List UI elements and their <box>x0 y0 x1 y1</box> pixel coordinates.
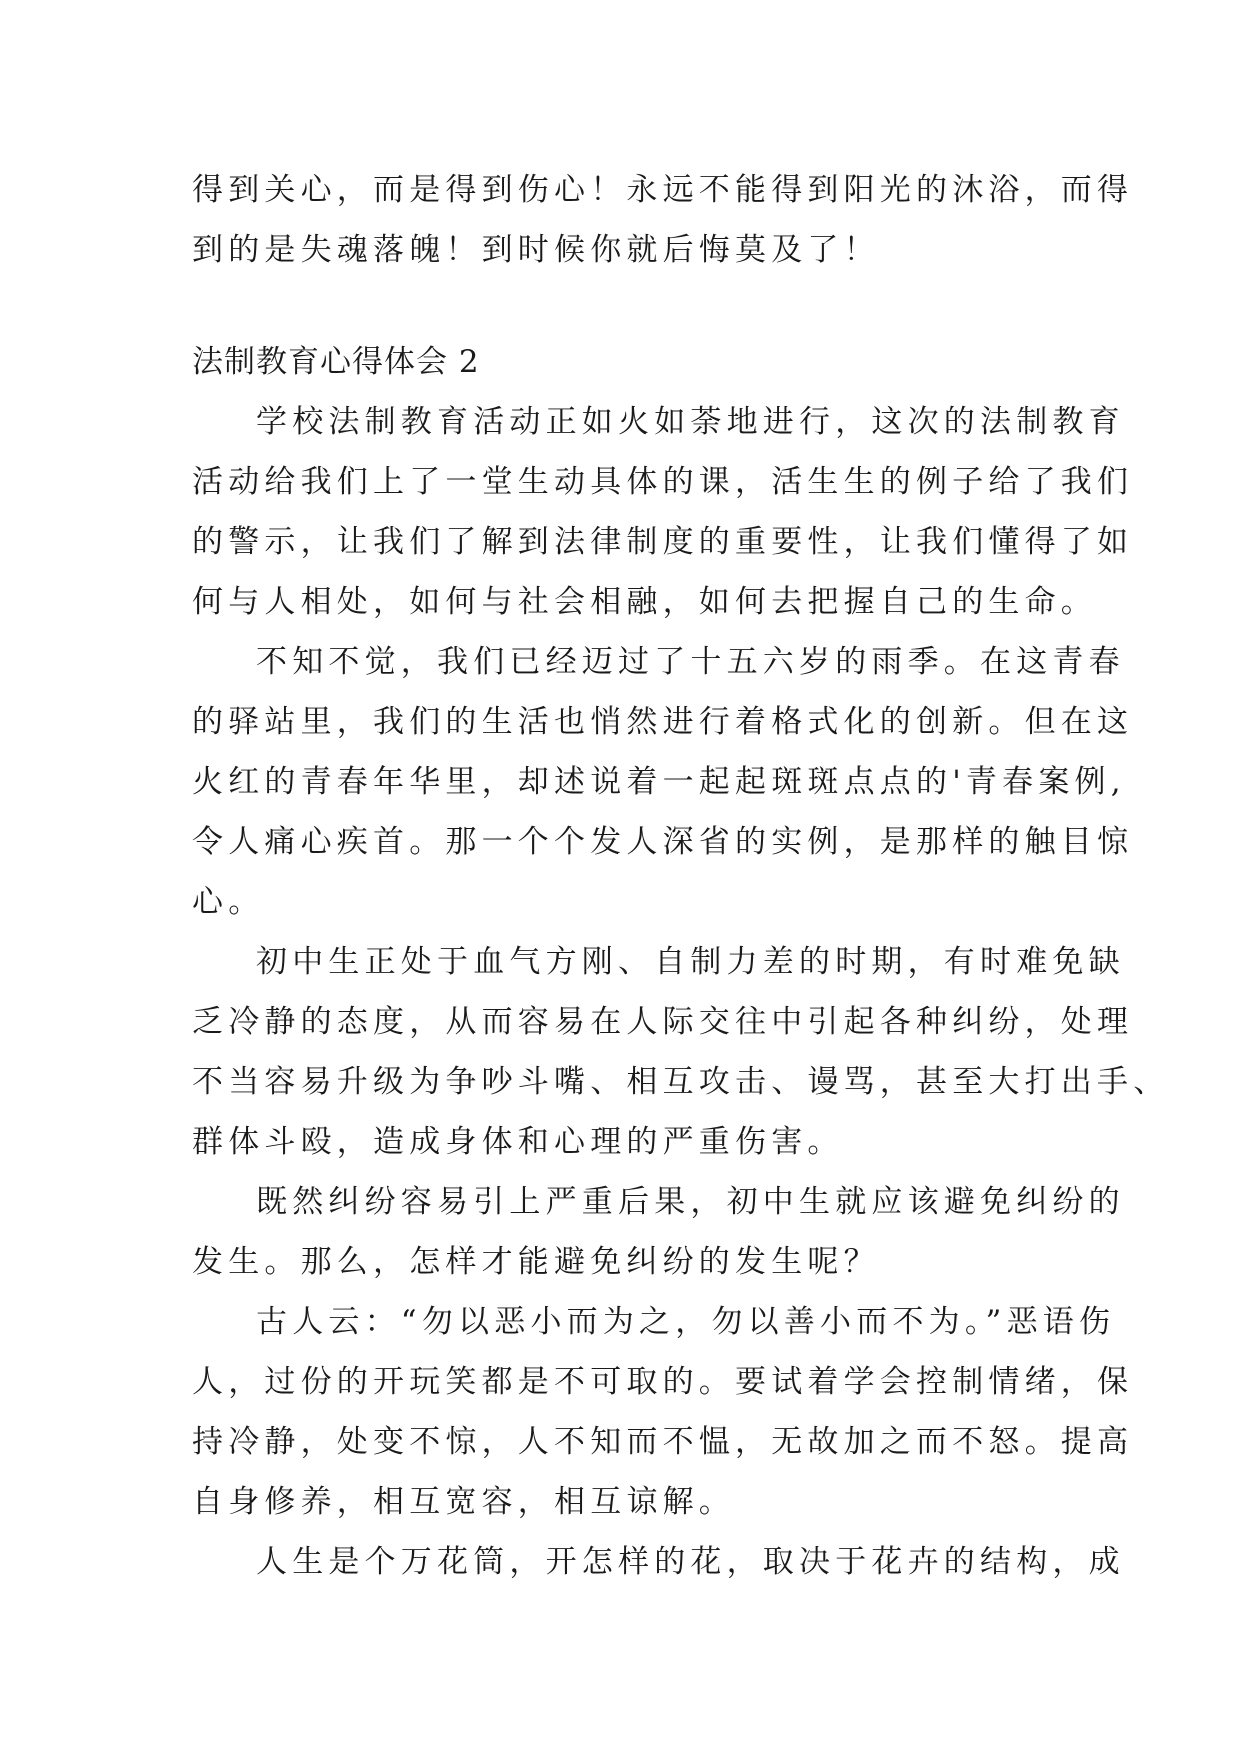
text-line: 自身修养，相互宽容，相互谅解。 <box>192 1484 735 1520</box>
text-line: 的驿站里，我们的生活也悄然进行着格式化的创新。但在这 <box>192 704 1134 740</box>
text-line: 乏冷静的态度，从而容易在人际交往中引起各种纠纷，处理 <box>192 1004 1134 1040</box>
paragraph-3 <box>192 932 1170 1172</box>
paragraph-gap <box>192 280 1052 332</box>
text-line: 火红的青春年华里，却述说着一起起斑斑点点的'青春案例, <box>192 764 1126 800</box>
text-line: 不知不觉，我们已经迈过了十五六岁的雨季。在这青春 <box>256 644 1125 680</box>
paragraph-1 <box>192 392 1134 632</box>
text-line: 令人痛心疾首。那一个个发人深省的实例，是那样的触目惊 <box>192 824 1134 860</box>
text-line: 的警示，让我们了解到法律制度的重要性，让我们懂得了如 <box>192 524 1134 560</box>
paragraph-6 <box>192 1532 1125 1592</box>
text-line: 人生是个万花筒，开怎样的花，取决于花卉的结构，成 <box>256 1544 1125 1580</box>
text-line: 得到关心，而是得到伤心！永远不能得到阳光的沐浴，而得 <box>192 172 1134 208</box>
paragraph-5 <box>192 1292 1134 1532</box>
text-line: 初中生正处于血气方刚、自制力差的时期，有时难免缺 <box>256 944 1125 980</box>
text-line: 人，过份的开玩笑都是不可取的。要试着学会控制情绪，保 <box>192 1364 1134 1400</box>
paragraph-4 <box>192 1172 1125 1292</box>
text-line: 不当容易升级为争吵斗嘴、相互攻击、谩骂，甚至大打出手、 <box>192 1064 1170 1100</box>
text-line: 持冷静，处变不惊，人不知而不愠，无故加之而不怒。提高 <box>192 1424 1134 1460</box>
text-line: 心。 <box>192 884 265 920</box>
intro-paragraph <box>192 160 1134 280</box>
text-line: 古人云：“勿以恶小而为之，勿以善小而不为。”恶语伤 <box>256 1304 1116 1340</box>
section-title: 法制教育心得体会 2 <box>192 344 480 380</box>
text-line: 何与人相处，如何与社会相融，如何去把握自己的生命。 <box>192 584 1097 620</box>
text-line: 群体斗殴，造成身体和心理的严重伤害。 <box>192 1124 844 1160</box>
paragraph-2 <box>192 632 1134 932</box>
document-body <box>192 160 1170 1592</box>
text-line: 发生。那么，怎样才能避免纠纷的发生呢？ <box>192 1244 880 1280</box>
text-line: 学校法制教育活动正如火如荼地进行，这次的法制教育 <box>256 404 1125 440</box>
text-line: 到的是失魂落魄！到时候你就后悔莫及了！ <box>192 232 880 268</box>
text-line: 既然纠纷容易引上严重后果，初中生就应该避免纠纷的 <box>256 1184 1125 1220</box>
text-line: 活动给我们上了一堂生动具体的课，活生生的例子给了我们 <box>192 464 1134 500</box>
